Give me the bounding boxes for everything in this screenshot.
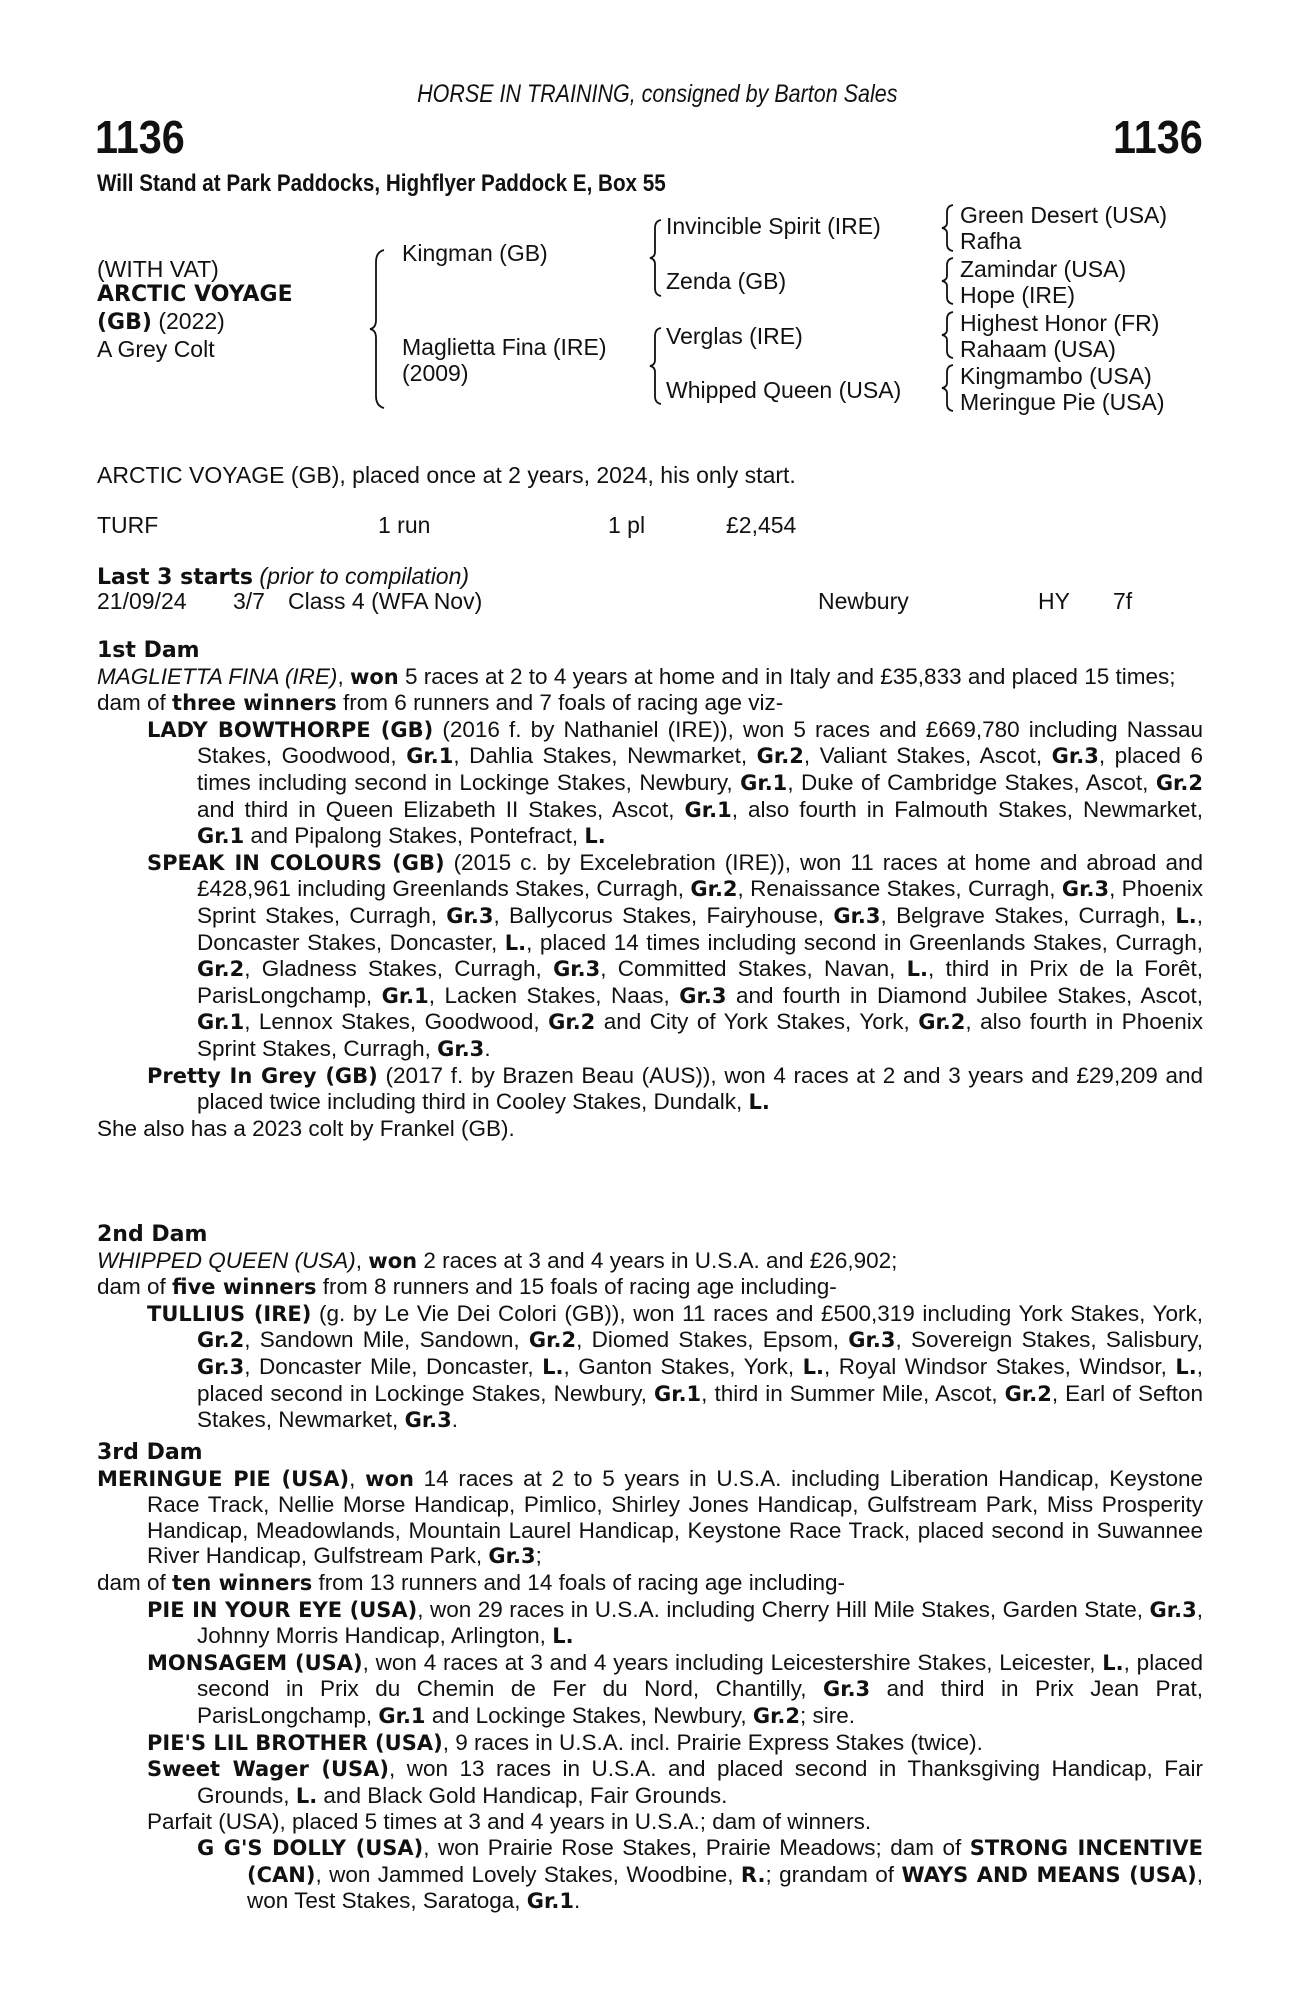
record-text: and Black Gold Handicap, Fair Grounds. xyxy=(317,1782,728,1808)
grand-offspring-text-mid: , won Jammed Lovely Stakes, Woodbine, xyxy=(315,1861,741,1887)
offspring-entry xyxy=(97,1756,1203,1809)
offspring-entry xyxy=(97,1730,1203,1757)
record-text: ; xyxy=(535,1543,542,1569)
record-surface: TURF xyxy=(97,512,159,538)
record-text: and City of York Stakes, York, xyxy=(595,1009,919,1035)
race-summary: ARCTIC VOYAGE (GB), placed once at 2 years, 2024, his only start. xyxy=(97,462,796,488)
race-grade: Gr.2 xyxy=(197,957,245,982)
second-dam-produce xyxy=(97,1274,1203,1301)
pedigree-ggs-3: Hope (IRE) xyxy=(960,282,1076,308)
race-grade: Gr.3 xyxy=(404,1408,452,1433)
record-text: , Committed Stakes, Navan, xyxy=(600,956,907,982)
start-date: 21/09/24 xyxy=(97,588,187,614)
start-position: 3/7 xyxy=(233,588,265,614)
record-placed: 1 pl xyxy=(608,512,646,538)
record-text: . xyxy=(451,1407,459,1433)
ways-and-means-name: WAYS AND MEANS (USA) xyxy=(901,1862,1197,1887)
race-grade: Gr.2 xyxy=(1004,1381,1052,1406)
offspring-name: PIE'S LIL BROTHER (USA) xyxy=(147,1730,443,1755)
start-course: Newbury xyxy=(818,588,909,614)
second-dam-heading: 2nd Dam xyxy=(97,1222,208,1247)
produce-pre: dam of xyxy=(97,690,173,716)
produce-post: from 13 runners and 14 foals of racing age including- xyxy=(312,1569,846,1595)
third-dam-produce xyxy=(97,1570,1203,1597)
produce-winners: ten winners xyxy=(172,1570,313,1595)
third-dam-record: MERINGUE PIE (USA), won 14 races at 2 to 5 years in U.S.A. including Liberation Handicap, Keystone Race Track, Nellie Morse Handicap, Pimlico, Shirley Jones Handicap, Gulfstream Park, Miss Prosperity Handicap, Meadowlands, Mountain Laurel Handicap, Keystone Race Track, placed second in Suwannee River Handicap, Gulfstream Park, Gr.3; xyxy=(97,1465,1204,1569)
pedigree-ggs-1: Rafha xyxy=(960,228,1022,254)
record-text: , third in Prix de la Forêt, ParisLongchamp, xyxy=(197,956,1203,1008)
race-grade: Gr.2 xyxy=(756,744,804,769)
record-text: , Diomed Stakes, Epsom, xyxy=(576,1327,849,1353)
race-grade: L. xyxy=(542,1354,564,1379)
record-text: , Renaissance Stakes, Curragh, xyxy=(737,876,1062,902)
horse-year: (2022) xyxy=(158,308,225,334)
offspring-entry xyxy=(97,1650,1203,1730)
race-grade: Gr.3 xyxy=(553,957,601,982)
record-text: , Doncaster Mile, Doncaster, xyxy=(244,1353,543,1379)
third-dam-section xyxy=(97,1440,1203,1915)
record-text: ; sire. xyxy=(800,1702,856,1728)
first-dam-heading: 1st Dam xyxy=(97,638,200,663)
lot-number-right xyxy=(1103,110,1203,164)
second-dam-record-text: 2 races at 3 and 4 years in U.S.A. and £26,902; xyxy=(417,1247,898,1273)
lot-number-left-text: 1136 xyxy=(95,111,185,163)
offspring-name: LADY BOWTHORPE (GB) xyxy=(147,717,434,742)
race-grade: Gr.2 xyxy=(548,1010,596,1035)
pedigree-gg-brace-3 xyxy=(940,310,956,360)
location-text: Will Stand at Park Paddocks, Highflyer Paddock E, Box 55 xyxy=(97,170,666,197)
pedigree-dam: Maglietta Fina (IRE) xyxy=(402,334,607,360)
consignment-line xyxy=(0,80,1315,109)
race-grade: Gr.1 xyxy=(406,744,454,769)
offspring-entry xyxy=(97,850,1203,1063)
first-dam-name: MAGLIETTA FINA (IRE) xyxy=(97,663,338,689)
race-grade: Gr.2 xyxy=(690,877,738,902)
produce-post: from 8 runners and 15 foals of racing age including- xyxy=(316,1274,837,1300)
race-grade: L. xyxy=(906,957,928,982)
horse-country: (GB) xyxy=(97,310,152,335)
race-grade: Gr.1 xyxy=(684,797,732,822)
pedigree-sire-brace xyxy=(648,218,664,298)
record-text: , third in Summer Mile, Ascot, xyxy=(701,1380,1005,1406)
offspring-name: MONSAGEM (USA) xyxy=(147,1650,363,1675)
grand-offspring-entry xyxy=(97,1835,1203,1915)
race-grade: Gr.2 xyxy=(197,1328,245,1353)
record-text: (2017 f. by Brazen Beau (AUS)), won 4 races at 2 and 3 years and £29,209 and placed twice including third in Cooley Stakes, Dundalk, xyxy=(197,1062,1203,1115)
race-grade: Gr.1 xyxy=(197,824,245,849)
pedigree-sire-sire: Invincible Spirit (IRE) xyxy=(666,213,881,239)
consignment-text: HORSE IN TRAINING, consigned by Barton Sales xyxy=(417,80,898,108)
race-grade: Gr.3 xyxy=(679,983,727,1008)
record-text: , 9 races in U.S.A. incl. Prairie Express Stakes (twice). xyxy=(442,1729,983,1755)
record-text: , Gladness Stakes, Curragh, xyxy=(244,956,554,982)
grand-offspring-text-mid2: ; grandam of xyxy=(765,1861,902,1887)
record-text: , Duke of Cambridge Stakes, Ascot, xyxy=(787,769,1156,795)
race-grade: Gr.3 xyxy=(488,1544,536,1569)
race-grade: L. xyxy=(1175,1354,1197,1379)
race-grade: Gr.2 xyxy=(528,1328,577,1353)
record-text: , also fourth in Falmouth Stakes, Newmarket, xyxy=(731,796,1203,822)
race-grade: Gr.3 xyxy=(1061,877,1110,902)
record-text: . xyxy=(484,1035,491,1061)
produce-winners: three winners xyxy=(172,691,337,716)
offspring-name: TULLIUS (IRE) xyxy=(147,1301,312,1326)
lot-number-right-text: 1136 xyxy=(1113,111,1203,163)
record-text: , Doncaster Stakes, Doncaster, xyxy=(197,902,1204,955)
pedigree-ggs-6: Kingmambo (USA) xyxy=(960,363,1152,389)
record-text: , Sandown Mile, Sandown, xyxy=(244,1327,529,1353)
race-grade: L. xyxy=(584,824,606,849)
grand-offspring-end: . xyxy=(573,1888,581,1914)
race-grade: R. xyxy=(740,1862,766,1887)
produce-pre: dam of xyxy=(97,1569,173,1595)
record-text: , Belgrave Stakes, Curragh, xyxy=(880,902,1176,928)
pedigree-ggs-4: Highest Honor (FR) xyxy=(960,310,1160,336)
race-grade: L. xyxy=(1175,903,1197,928)
third-dam-heading: 3rd Dam xyxy=(97,1440,203,1465)
race-grade: L. xyxy=(1102,1650,1124,1675)
record-text: , won 4 races at 3 and 4 years including Leicestershire Stakes, Leicester, xyxy=(362,1649,1103,1675)
last-starts-note: (prior to compilation) xyxy=(259,563,470,589)
record-text: , Earl of Sefton Stakes, Newmarket, xyxy=(197,1380,1203,1433)
pedigree-dam-brace xyxy=(648,326,664,406)
first-dam-section xyxy=(97,638,1203,1141)
record-text: , Lennox Stakes, Goodwood, xyxy=(244,1009,549,1035)
produce-pre: dam of xyxy=(97,1274,173,1300)
race-grade: Gr.2 xyxy=(1155,770,1204,795)
first-dam-produce xyxy=(97,690,1203,717)
second-dam-section xyxy=(97,1222,1203,1434)
record-text: , Phoenix Sprint Stakes, Curragh, xyxy=(197,876,1203,928)
race-grade: Gr.3 xyxy=(437,1036,485,1061)
horse-identification xyxy=(97,256,293,362)
offspring-entry xyxy=(97,1597,1203,1650)
horse-description: A Grey Colt xyxy=(97,336,215,362)
pedigree-gg-brace-1 xyxy=(940,203,956,253)
record-text: , placed second in Prix du Chemin de Fer du Nord, Chantilly, xyxy=(197,1649,1203,1702)
strong-incentive-name: STRONG INCENTIVE (CAN) xyxy=(247,1835,1203,1887)
race-grade: Gr.3 xyxy=(1051,744,1099,769)
record-text: , won 13 races in U.S.A. and placed second in Thanksgiving Handicap, Fair Grounds, xyxy=(197,1756,1203,1808)
record-text: , Dahlia Stakes, Newmarket, xyxy=(453,743,757,769)
offspring-entry xyxy=(97,717,1203,850)
pedigree-main-brace xyxy=(368,248,388,410)
vat-note: (WITH VAT) xyxy=(97,256,219,282)
race-grade: L. xyxy=(552,1624,574,1649)
record-earnings: £2,454 xyxy=(726,512,797,538)
race-grade: Gr.2 xyxy=(918,1010,966,1035)
grand-offspring-name: G G'S DOLLY (USA) xyxy=(197,1835,424,1860)
record-text: , placed 6 times including second in Lockinge Stakes, Newbury, xyxy=(197,743,1203,795)
offspring-name: Sweet Wager (USA) xyxy=(147,1757,389,1782)
third-dam-name: MERINGUE PIE (USA) xyxy=(97,1466,350,1491)
second-dam-name: WHIPPED QUEEN (USA) xyxy=(97,1247,356,1273)
record-text: and fourth in Diamond Jubilee Stakes, Ascot, xyxy=(726,982,1204,1008)
pedigree-ggs-2: Zamindar (USA) xyxy=(960,256,1127,282)
race-grade: Gr.3 xyxy=(197,1354,245,1379)
race-grade: Gr.3 xyxy=(833,903,881,928)
offspring-entry xyxy=(97,1301,1203,1434)
pedigree-sire: Kingman (GB) xyxy=(402,240,548,266)
record-text: (2015 c. by Excelebration (IRE)), won 11 races at home and abroad and £428,961 including Greenlands Stakes, Curragh, xyxy=(197,849,1203,902)
horse-origin-year xyxy=(97,308,293,336)
record-text: , Royal Windsor Stakes, Windsor, xyxy=(823,1353,1176,1379)
grand-offspring-text: , won Prairie Rose Stakes, Prairie Meadows; dam of xyxy=(423,1834,970,1860)
race-grade: L. xyxy=(748,1090,770,1115)
record-text: , Valiant Stakes, Ascot, xyxy=(803,743,1052,769)
first-dam-footnote: She also has a 2023 colt by Frankel (GB). xyxy=(97,1115,515,1141)
start-race: Class 4 (WFA Nov) xyxy=(288,588,483,614)
start-distance: 7f xyxy=(1113,588,1133,614)
won-label: won xyxy=(365,1466,414,1491)
race-grade: Gr.1 xyxy=(526,1889,574,1914)
start-going: HY xyxy=(1038,588,1070,614)
record-text: (g. by Le Vie Dei Colori (GB)), won 11 races and £500,319 including York Stakes, York, xyxy=(311,1300,1203,1326)
produce-post: from 6 runners and 7 foals of racing age viz- xyxy=(336,690,784,716)
record-runs: 1 run xyxy=(378,512,431,538)
record-text: , also fourth in Phoenix Sprint Stakes, Curragh, xyxy=(197,1009,1203,1061)
second-dam-record: WHIPPED QUEEN (USA), won 2 races at 3 and 4 years in U.S.A. and £26,902; xyxy=(97,1247,898,1273)
won-label: won xyxy=(368,1248,418,1273)
race-grade: Gr.1 xyxy=(740,770,788,795)
race-grade: L. xyxy=(504,930,527,955)
race-grade: Gr.2 xyxy=(752,1703,801,1728)
record-text: , Ballycorus Stakes, Fairyhouse, xyxy=(493,902,834,928)
pedigree-sire-dam: Zenda (GB) xyxy=(666,268,787,294)
race-grade: Gr.3 xyxy=(446,903,494,928)
race-grade: Gr.3 xyxy=(1149,1597,1197,1622)
record-text: , won 29 races in U.S.A. including Cherry Hill Mile Stakes, Garden State, xyxy=(417,1596,1150,1622)
pedigree-dam-dam: Whipped Queen (USA) xyxy=(666,377,902,403)
first-dam-record: MAGLIETTA FINA (IRE), won 5 races at 2 to 4 years at home and in Italy and £35,833 and placed 15 times; xyxy=(97,663,1176,689)
record-text: (2016 f. by Nathaniel (IRE)), won 5 races and £669,780 including Nassau Stakes, Goodwood, xyxy=(197,716,1203,769)
offspring-entry xyxy=(97,1063,1203,1116)
record-text: and third in Prix Jean Prat, ParisLongchamp, xyxy=(197,1676,1203,1728)
last-starts-title: Last 3 starts xyxy=(97,565,254,590)
record-text: and Lockinge Stakes, Newbury, xyxy=(425,1702,753,1728)
race-grade: Gr.1 xyxy=(197,1010,245,1035)
offspring-name: PIE IN YOUR EYE (USA) xyxy=(147,1597,418,1622)
record-text: , placed second in Lockinge Stakes, Newbury, xyxy=(197,1353,1203,1406)
parfait-entry: Parfait (USA), placed 5 times at 3 and 4 years in U.S.A.; dam of winners. xyxy=(147,1809,872,1835)
offspring-name: SPEAK IN COLOURS (GB) xyxy=(147,850,445,875)
race-grade: Gr.3 xyxy=(848,1328,896,1353)
record-text: and third in Queen Elizabeth II Stakes, Ascot, xyxy=(197,796,685,822)
race-grade: Gr.1 xyxy=(378,1703,426,1728)
pedigree-gg-brace-2 xyxy=(940,256,956,306)
record-text: , Ganton Stakes, York, xyxy=(563,1353,803,1379)
pedigree-ggs-0: Green Desert (USA) xyxy=(960,202,1168,228)
produce-winners: five winners xyxy=(172,1275,317,1300)
pedigree-ggs-5: Rahaam (USA) xyxy=(960,336,1116,362)
record-text: , Lacken Stakes, Naas, xyxy=(428,982,680,1008)
offspring-name: Pretty In Grey (GB) xyxy=(147,1063,378,1088)
pedigree-dam-year: (2009) xyxy=(402,360,469,386)
race-grade: Gr.3 xyxy=(822,1677,871,1702)
pedigree-ggs-7: Meringue Pie (USA) xyxy=(960,389,1165,415)
record-text: , placed 14 times including second in Greenlands Stakes, Curragh, xyxy=(526,929,1203,955)
record-text: and Pipalong Stakes, Pontefract, xyxy=(244,823,585,849)
record-text: , Johnny Morris Handicap, Arlington, xyxy=(197,1596,1203,1649)
race-grade: Gr.1 xyxy=(381,983,429,1008)
record-text: , Sovereign Stakes, Salisbury, xyxy=(895,1327,1203,1353)
first-dam-record-text: 5 races at 2 to 4 years at home and in Italy and £35,833 and placed 15 times; xyxy=(398,663,1176,689)
race-grade: L. xyxy=(295,1783,318,1808)
race-grade: Gr.1 xyxy=(653,1381,702,1406)
pedigree-dam-sire: Verglas (IRE) xyxy=(666,323,803,349)
horse-name: ARCTIC VOYAGE xyxy=(97,282,293,307)
last-starts-heading xyxy=(97,563,469,590)
record-text: 14 races at 2 to 5 years in U.S.A. including Liberation Handicap, Keystone Race Track, Nellie Morse Handicap, Pimlico, Shirley Jones Handicap, Gulfstream Park, Miss Prosperity Handicap, Meadowlands, Mountain Laurel Handicap, Keystone Race Track, placed second in Suwannee River Handicap, Gulfstream Park, xyxy=(147,1465,1204,1569)
won-label: won xyxy=(349,664,399,689)
race-grade: L. xyxy=(802,1354,824,1379)
grand-offspring-text-post: , won Test Stakes, Saratoga, xyxy=(247,1861,1203,1914)
location-line xyxy=(97,170,758,198)
pedigree-gg-brace-4 xyxy=(940,363,956,413)
lot-number-left xyxy=(95,110,195,164)
